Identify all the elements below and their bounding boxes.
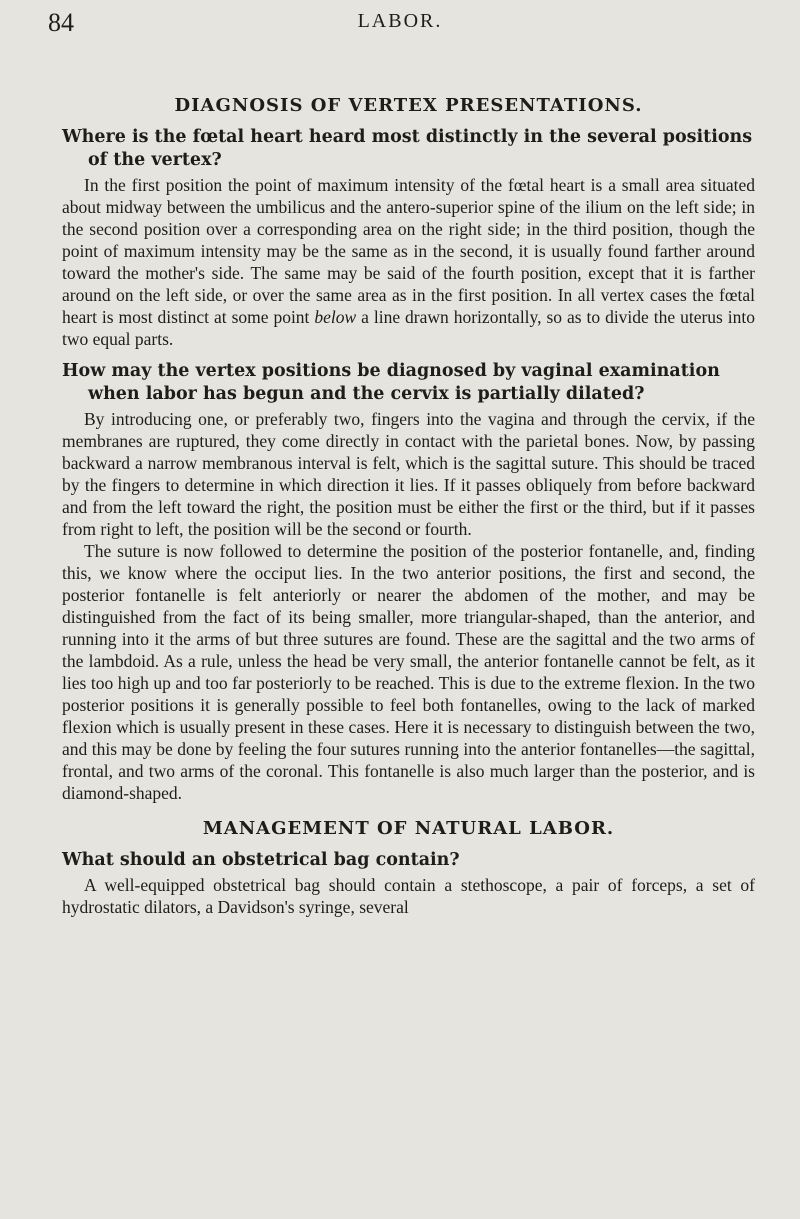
section-title-diagnosis: DIAGNOSIS OF VERTEX PRESENTATIONS. [174,95,643,116]
answer-vaginal-exam-p2: The suture is now followed to determine the position of the posterior fontanelle, and, finding this, we know where the occiput lies. In the two anterior positions, the first and second, the posterior fontanelle is felt anteriorly or nearer the abdomen of the mother, and may be distinguished from the fact of its being smaller, more triangular-shaped, than the anterior, and running into it the arms of but three sutures are found. These are the sagittal and the two arms of the lambdoid. As a rule, unless the head be very small, the anterior fontanelle cannot be felt, as it lies too high up and too far posteriorly to be reached. This is due to the extreme flexion. In the two posterior positions it is generally possible to feel both fontanelles, owing to the lack of marked flexion which is usually present in these cases. Here it is necessary to distinguish between the two, and this may be done by feeling the four sutures running into the anterior fontanelles—the sagittal, frontal, and two arms of the coronal. This fontanelle is also much larger than the posterior, and is diamond-shaped. [62,541,755,803]
answer-foetal-heart [62,174,755,350]
answer-vaginal-exam-p1: By introducing one, or preferably two, fingers into the vagina and through the cervix, if the membranes are ruptured, they come directly in contact with the parietal bones. Now, by passing backward a narrow membranous interval is felt, which is the sagittal suture. This should be traced by the fingers to determine in which direction it lies. If it passes obliquely from before backward and from the left toward the right, the position must be either the first or the third, but if it passes from right to left, the position will be the second or fourth. [62,409,755,539]
answer-text: a line drawn horizontally, so as to divide the uterus into two equal parts. [62,307,756,349]
question-foetal-heart: Where is the fœtal heart heard most distinctly in the several positions of the vertex? [62,127,753,170]
page-number: 84 [48,8,74,37]
answer-emphasis: below [314,307,357,327]
page-content [62,95,755,918]
section-title-management: MANAGEMENT OF NATURAL LABOR. [202,818,615,839]
running-title: LABOR. [357,10,443,32]
question-obstetrical-bag: What should an obstetrical bag contain? [62,850,460,870]
answer-text: In the first position the point of maximum intensity of the fœtal heart is a small area situated about midway between the umbilicus and the antero-superior spine of the ilium on the left side; in the second position over a corresponding area on the right side; in the third position, though the point of maximum intensity may be the same as in the second, it is usually found farther around toward the mother's side. The same may be said of the fourth position, except that it is farther around on the left side, or over the same area as in the first position. In all vertex cases the fœtal heart is most distinct at some point [62,175,755,327]
question-vaginal-exam: How may the vertex positions be diagnosed by vaginal examination when labor has begun and the cervix is partially dilated? [62,361,720,404]
answer-obstetrical-bag: A well-equipped obstetrical bag should contain a stethoscope, a pair of forceps, a set of hydrostatic dilators, a Davidson's syringe, several [62,875,755,917]
running-head [48,8,752,44]
